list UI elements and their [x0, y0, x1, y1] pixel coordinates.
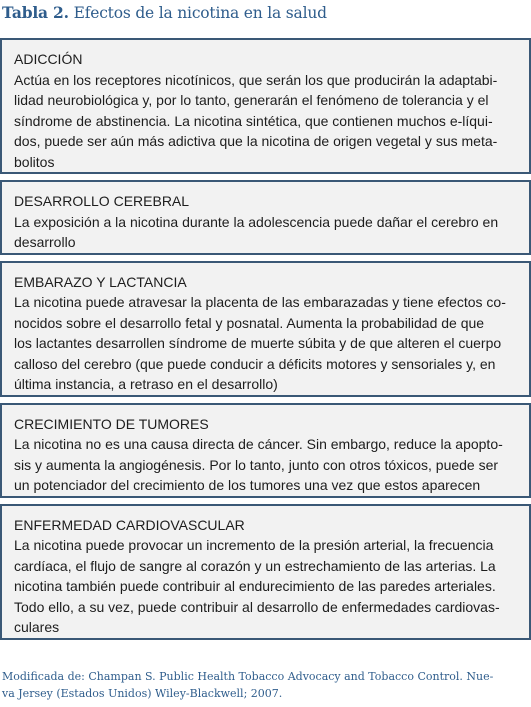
row-text-line: calloso del cerebro (que puede conducir a déficits motores y sensoriales y, en: [14, 355, 496, 372]
row-text-line: nicotina también puede contribuir al endurecimiento de las paredes arteriales.: [14, 578, 496, 594]
row-text-line: Actúa en los receptores nicotínicos, que serán los que producirán la adaptabi-: [14, 71, 498, 88]
row-heading: CRECIMIENTO DE TUMORES: [14, 415, 209, 432]
row-heading: ENFERMEDAD CARDIOVASCULAR: [14, 516, 245, 533]
row-text-line: La nicotina puede provocar un incremento de la presión arterial, la frecuencia: [14, 537, 494, 553]
row-heading: ADICCIÓN: [14, 51, 83, 67]
row-text-line: lidad neurobiológica y, por lo tanto, generarán el fenómeno de tolerancia y el: [14, 92, 489, 108]
row-text-line: última instancia, a retraso en el desarrollo): [14, 376, 278, 392]
source-line: Modificada de: Champan S. Public Health Tobacco Advocacy and Tobacco Control. Nue-: [2, 670, 494, 683]
row-heading: DESARROLLO CEREBRAL: [14, 193, 190, 209]
row-text-line: desarrollo: [14, 234, 76, 250]
row-text-line: dos, puede ser aún más adictiva que la nicotina de origen vegetal y sus meta-: [14, 133, 498, 149]
row-text-line: sis y aumenta la angiogénesis. Por lo tanto, junto con otros tóxicos, puede ser: [14, 456, 499, 473]
row-text-line: nocidos sobre el desarrollo fetal y posnatal. Aumenta la probabilidad de que: [14, 314, 485, 331]
table-title-text: Efectos de la nicotina en la salud: [73, 4, 327, 22]
source-line: va Jersey (Estados Unidos) Wiley-Blackwell; 2007.: [2, 687, 283, 700]
row-text-line: síndrome de abstinencia. La nicotina sintética, que contienen muchos e-líqui-: [14, 112, 493, 129]
row-heading: EMBARAZO Y LACTANCIA: [14, 273, 187, 290]
row-text-line: bolitos: [14, 153, 55, 170]
row-text-line: un potenciador del crecimiento de los tumores una vez que estos aparecen: [14, 477, 481, 493]
table-title: [2, 3, 327, 22]
row-text-line: La nicotina puede atravesar la placenta de las embarazadas y tiene efectos co-: [14, 294, 506, 310]
effects-table: [0, 38, 531, 646]
table-row: [0, 180, 531, 255]
row-text-line: Todo ello, a su vez, puede contribuir al desarrollo de enfermedades cardiovas-: [14, 598, 500, 615]
table-row: [0, 261, 531, 397]
row-text-line: La nicotina no es una causa directa de cáncer. Sin embargo, reduce la apopto-: [14, 436, 503, 452]
row-text-line: cardíaca, el flujo de sangre al corazón y un estrechamiento de las arterias. La: [14, 557, 496, 574]
row-text-line: La exposición a la nicotina durante la adolescencia puede dañar el cerebro en: [14, 213, 499, 230]
table-row: [0, 504, 531, 640]
table-row: [0, 38, 531, 174]
source-note: [2, 668, 493, 702]
table-label: Tabla 2.: [2, 3, 69, 22]
row-text-line: los lactantes desarrollen síndrome de muerte súbita y de que alteren el cuerpo: [14, 335, 502, 351]
table-row: [0, 403, 531, 498]
row-text-line: culares: [14, 619, 60, 635]
